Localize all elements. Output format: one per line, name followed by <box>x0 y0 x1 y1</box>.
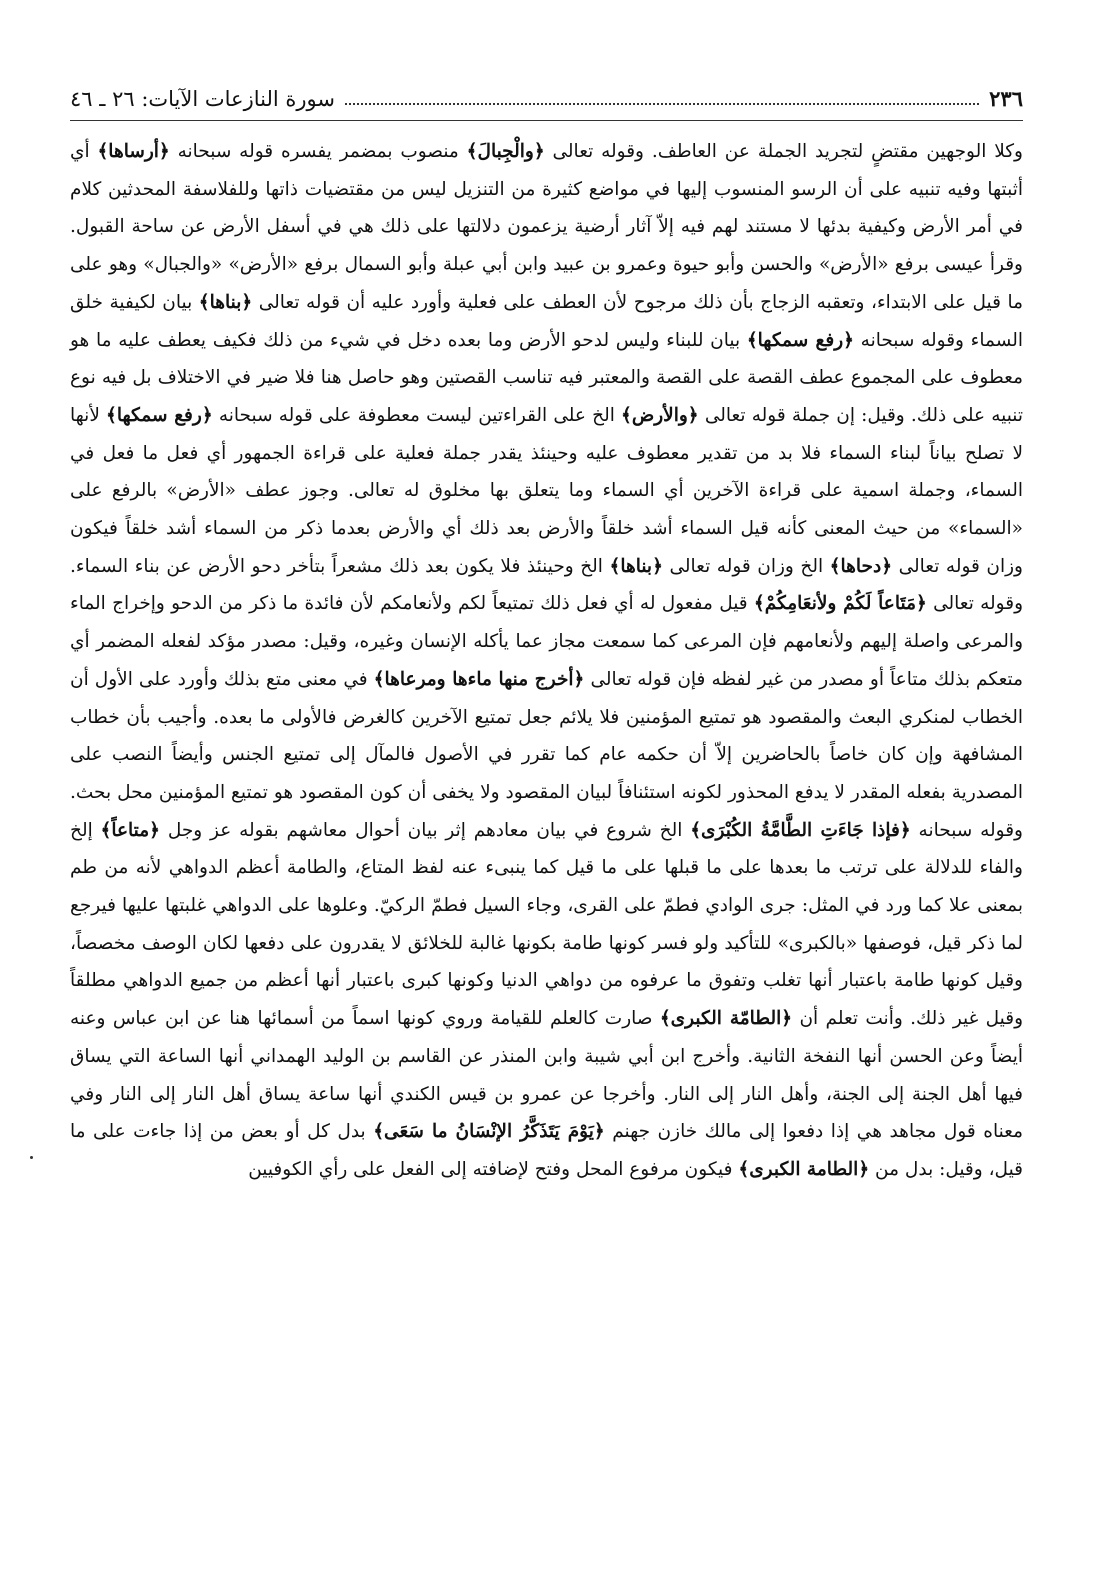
quran-quotation: ﴿الطامة الكبرى﴾ <box>738 1158 870 1180</box>
paragraph <box>70 133 1023 1189</box>
margin-mark <box>30 1156 33 1159</box>
commentary-body <box>70 133 1023 1189</box>
quran-quotation: ﴿رفع سمكها﴾ <box>746 329 854 351</box>
commentary-text: الخ على القراءتين ليست معطوفة على قوله سبحانه <box>212 404 622 426</box>
quran-quotation: ﴿الطامّة الكبرى﴾ <box>659 1008 793 1030</box>
commentary-text: فيكون مرفوع المحل وفتح لإضافته إلى الفعل على رأي الكوفيين <box>248 1158 739 1180</box>
quran-quotation: ﴿فإذا جَاءَتِ الطَّامَّةُ الكُبْرَى﴾ <box>690 819 911 841</box>
commentary-text: إلخ والفاء للدلالة على ترتب ما بعدها على ما قبلها على ما قيل كما ينبىء عنه لفظ المتاع، والطامة أعظم الدواهي لأنه من طم بمعنى علا كما ورد في المثل: جرى الوادي فطمّ على القرى، وجاء السيل فطمّ الركيّ. وعلوها على الدواهي غلبتها عليها فيرجع لما ذكر قيل، فوصفها «بالكبرى» للتأكيد ولو فسر كونها طامة بكونها غالبة للخلائق لا يقدرون على دفعها لكان الوصف مخصصاً، وقيل كونها طامة باعتبار أنها تغلب وتفوق ما عرفوه من دواهي الدنيا وكونها كبرى باعتبار أنها أعظم من جميع الدواهي مطلقاً وقيل غير ذلك. وأنت تعلم أن <box>70 819 1024 1030</box>
commentary-text: قيل مفعول له أي فعل ذلك تمتيعاً لكم ولأنعامكم لأن فائدة ما ذكر من الدحو وإخراج الماء والمرعى واصلة إليهم ولأنعامهم فإن المرعى كما سمعت مجاز عما يأكله الإنسان وغيره، وقيل: مصدر مؤكد لفعله المضمر أي متعكم بذلك متاعاً أو مصدر من غير لفظه فإن قوله تعالى <box>70 593 1024 690</box>
commentary-text: بيان للبناء وليس لدحو الأرض وما بعده دخل في شيء من ذلك فكيف يعطف عليه ما هو معطوف على المجموع عطف القصة على القصة والمعتبر فيه تناسب القصتين وهو حاصل هنا فلا ضير في الاختلاف بل فيه نوع تنبيه على ذلك. وقيل: إن جملة قوله تعالى <box>70 329 1024 426</box>
quran-quotation: ﴿مَتَاعاً لَكُمْ ولأنعَامِكُمْ﴾ <box>753 593 927 615</box>
page-number: ٢٣٦ <box>989 86 1023 111</box>
quran-quotation: ﴿رفع سمكها﴾ <box>106 404 213 426</box>
quran-quotation: ﴿يَوْمَ يَتَذَكَّرُ الإنْسَانُ ما سَعَى﴾ <box>373 1121 605 1143</box>
commentary-text: الخ شروع في بيان معادهم إثر بيان أحوال معاشهم بقوله عز وجل <box>160 819 691 841</box>
quran-quotation: ﴿والأرض﴾ <box>621 404 699 426</box>
commentary-text: في معنى متع بذلك وأورد على الأول أن الخطاب لمنكري البعث والمقصود هو تمتيع المؤمنين فلا يلائم جعل تمتيع الآخرين كالغرض فالأولى ما بعده. وأجيب بأن خطاب المشافهة وإن كان خاصاً بالحاضرين إلاّ أن حكمه عام كما تقرر في الأصول فالمآل إلى تمتيع الجنس وأيضاً النصب على المصدرية بفعله المقدر لا يدفع المحذور لكونه استئنافاً لبيان المقصود ولا يخفى أن كون المقصود هو تمتيع المؤمنين محل بحث. وقوله سبحانه <box>70 668 1023 841</box>
quran-quotation: ﴿بناها﴾ <box>198 291 253 313</box>
commentary-text: الخ وحينئذ فلا يكون بعد ذلك مشعراً بتأخر دحو الأرض عن بناء السماء. وقوله تعالى <box>70 555 1024 615</box>
header-dot-leader <box>345 93 979 105</box>
commentary-text: بيان لكيفية خلق السماء وقوله سبحانه <box>70 291 1023 351</box>
quran-quotation: ﴿دحاها﴾ <box>829 555 893 577</box>
commentary-text: أي أثبتها وفيه تنبيه على أن الرسو المنسوب إليها في مواضع كثيرة من التنزيل ليس من مقتضيات ذاتها وللفلاسفة المحدثين كلام في أمر الأرض وكيفية بدئها لا مستند لهم فيه إلاّ آثار أرضية يزعمون دلالتها على ذلك هي في أسفل الأرض عن ساحة القبول. وقرأ عيسى برفع «الأرض» والحسن وأبو حيوة وعمرو بن عبيد وابن أبي عبلة وأبو السمال برفع «الأرض» «والجبال» وهو على ما قيل على الابتداء، وتعقبه الزجاج بأن ذلك مرجوح لأن العطف على فعلية وأورد عليه أن قوله تعالى <box>70 141 1023 313</box>
commentary-text: لأنها لا تصلح بياناً لبناء السماء فلا بد من تقدير معطوف عليه وحينئذ يقدر جملة فعلية على قراءة الجمهور أي فعل ما فعل في السماء، وجملة اسمية على قراءة الآخرين أي السماء وما يتعلق بها مخلوق له تعالى. وجوز عطف «الأرض» بالرفع على «السماء» من حيث المعنى كأنه قيل السماء أشد خلقاً والأرض بعد ذلك أي والأرض بعدما ذكر من السماء أشد خلقاً فيكون وزان قوله تعالى <box>70 404 1023 577</box>
commentary-text: وكلا الوجهين مقتضٍ لتجريد الجملة عن العاطف. وقوله تعالى <box>544 141 1023 162</box>
commentary-text: صارت كالعلم للقيامة وروي كونها اسماً من أسمائها هنا عن ابن عباس وعنه أيضاً وعن الحسن أنها النفخة الثانية. وأخرج ابن أبي شيبة وابن المنذر عن القاسم بن الوليد الهمداني أنها الساعة التي يساق فيها أهل الجنة إلى الجنة، وأهل النار إلى النار. وأخرجا عن عمرو بن قيس الكندي أنها ساعة يساق أهل النار إلى النار وفي معناه قول مجاهد هي إذا دفعوا إلى مالك خازن جهنم <box>70 1008 1024 1143</box>
quran-quotation: ﴿أرساها﴾ <box>97 141 170 162</box>
quran-quotation: ﴿بناها﴾ <box>609 555 663 577</box>
commentary-text: منصوب بمضمر يفسره قوله سبحانه <box>169 141 467 162</box>
header-title: سورة النازعات الآيات: ٢٦ ـ ٤٦ <box>70 87 335 111</box>
quran-quotation: ﴿أخرج منها ماءها ومرعاها﴾ <box>373 668 585 690</box>
quran-quotation: ﴿والْجِبالَ﴾ <box>466 141 545 162</box>
commentary-text: الخ وزان قوله تعالى <box>662 555 830 577</box>
commentary-text: بدل كل أو بعض من إذا جاءت على ما قيل، وقيل: بدل من <box>70 1121 1023 1180</box>
running-header <box>70 84 1023 121</box>
quran-quotation: ﴿متاعاً﴾ <box>100 819 161 841</box>
